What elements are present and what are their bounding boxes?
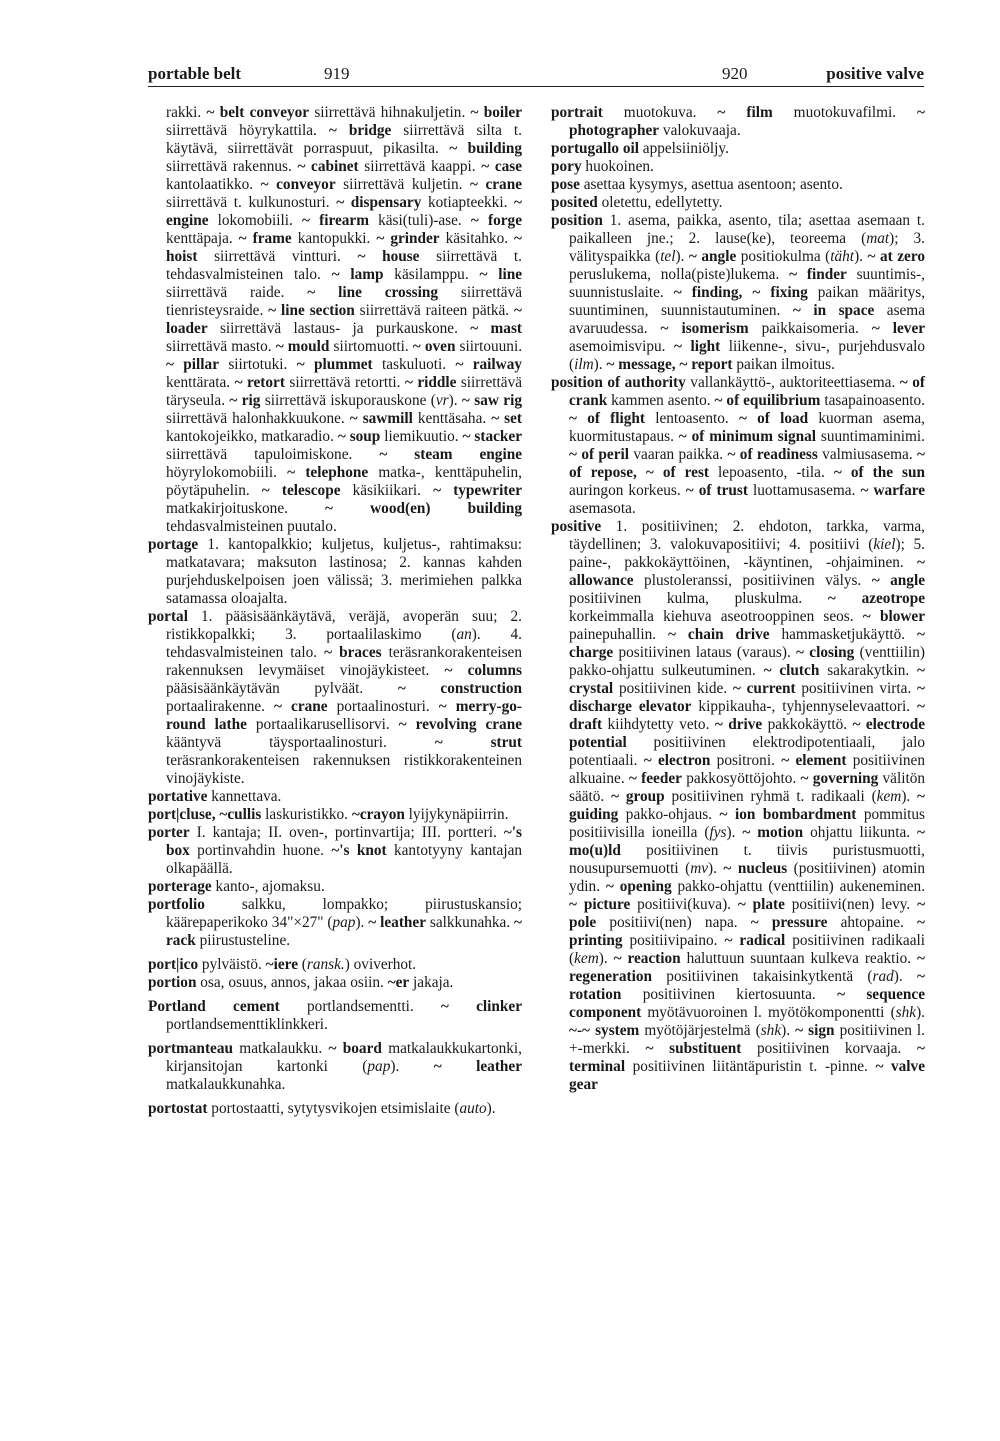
dictionary-entry: porterage kanto-, ajomaksu.: [148, 878, 325, 895]
dictionary-entry: portmanteau matkalaukku. ~ board matkalaukkukartonki, kirjansitojan kartonki (pap). ~ leather matkalaukkunahka.: [148, 1040, 523, 1093]
dictionary-entry: posited oletettu, edellytetty.: [551, 194, 723, 211]
dictionary-entry: portal 1. pääsisäänkäytävä, veräjä, avoperän suu; 2. ristikkopalkki; 3. portaalilaskimo (an). 4. tehdasvalmisteinen talo. ~ braces teräsrankorakenteisen rakennuksen levymäiset vinojäykisteet. ~ columns pääsisäänkäytävän pylväät. ~ construction portaalirakenne. ~ crane portaalinosturi. ~ merry-go-round lathe portaalikarusellisorvi. ~ revolving crane kääntyvä täysportaalinosturi. ~ strut teräsrankorakenteisen rakennuksen ristikkorakenteinen vinojäykiste.: [148, 608, 523, 787]
dictionary-entry: port|ico pylväistö. ~iere (ransk.) oviverhot.: [148, 956, 417, 973]
right-guide-word: positive valve: [826, 64, 924, 83]
dictionary-entry: portage 1. kantopalkkio; kuljetus, kuljetus-, rahtimaksu: matkatavara; maksuton lastinosa; 2. kannas kahden purjehduskelpoisen joen välissä; 3. merimiehen palkka satamassa oloajalta.: [148, 536, 522, 607]
dictionary-entry: portrait muotokuva. ~ film muotokuvafilmi. ~ photographer valokuvaaja.: [551, 104, 925, 139]
dictionary-entry: portative kannettava.: [148, 788, 282, 805]
dictionary-entry: position 1. asema, paikka, asento, tila; asettaa asemaan t. paikalleen jne.; 2. lause(ke), teoreema (mat); 3. välityspaikka (tel). ~ angle positiokulma (täht). ~ at zero peruslukema, nolla(piste)lukema. ~ finder suuntimis-, suunnistuslaite. ~ finding, ~ fixing paikan määritys, suuntiminen, suunnistautuminen. ~ in space asema avaruudessa. ~ isomerism paikkaisomeria. ~ lever asemoimisvipu. ~ light liikenne-, sivu-, purjehdusvalo (ilm). ~ message, ~ report paikan ilmoitus.: [551, 212, 926, 373]
dictionary-entry: pose asettaa kysymys, asettua asentoon; asento.: [551, 176, 843, 193]
left-page-number: 919: [324, 64, 350, 83]
dictionary-entry: port|cluse, ~cullis laskuristikko. ~crayon lyijykynäpiirrin.: [148, 806, 509, 823]
dictionary-entry: rakki. ~ belt conveyor siirrettävä hihnakuljetin. ~ boiler siirrettävä höyrykattila. ~ bridge siirrettävä silta t. käytävä, siirrettävät porraspuut, pikasilta. ~ building siirrettävä rakennus. ~ cabinet siirrettävä kaappi. ~ case kantolaatikko. ~ conveyor siirrettävä kuljetin. ~ crane siirrettävä t. kulkunosturi. ~ dispensary kotiapteekki. ~ engine lokomobiili. ~ firearm käsi(tuli)-ase. ~ forge kenttäpaja. ~ frame kantopukki. ~ grinder käsitahko. ~ hoist siirrettävä vintturi. ~ house siirrettävä t. tehdasvalmisteinen talo. ~ lamp käsilamppu. ~ line siirrettävä raide. ~ line crossing siirrettävä tienristeysraide. ~ line section siirrettävä raiteen pätkä. ~ loader siirrettävä lastaus- ja purkauskone. ~ mast siirrettävä masto. ~ mould siirtomuotti. ~ oven siirtouuni. ~ pillar siirtotuki. ~ plummet taskuluoti. ~ railway kenttärata. ~ retort siirrettävä retortti. ~ riddle siirrettävä täryseula. ~ rig siirrettävä iskuporauskone (vr). ~ saw rig siirrettävä halonhakkuukone. ~ sawmill kenttäsaha. ~ set kantokojeikko, matkaradio. ~ soup liemikuutio. ~ stacker siirrettävä tapuloimiskone. ~ steam engine höyrylokomobiili. ~ telephone matka-, kenttäpuhelin, pöytäpuhelin. ~ telescope käsikiikari. ~ typewriter matkakirjoituskone. ~ wood(en) building tehdasvalmisteinen puutalo.: [166, 104, 523, 535]
dictionary-entry: porter I. kantaja; II. oven-, portinvartija; III. portteri. ~'s box portinvahdin huone. ~'s knot kantotyyny kantajan olkapäällä.: [148, 824, 523, 877]
left-column: [148, 104, 522, 1118]
dictionary-entry: portfolio salkku, lompakko; piirustuskansio; käärepaperikoko 34"×27" (pap). ~ leather salkkunahka. ~ rack piirustusteline.: [148, 896, 523, 949]
page-header: [148, 60, 924, 88]
dictionary-entry: portostat portostaatti, sytytysvikojen etsimislaite (auto).: [148, 1100, 496, 1117]
right-page-number: 920: [722, 64, 748, 83]
dictionary-entry: portugallo oil appelsiiniöljy.: [551, 140, 729, 157]
dictionary-entry: portion osa, osuus, annos, jakaa osiin. ~er jakaja.: [148, 974, 454, 991]
dictionary-entry: positive 1. positiivinen; 2. ehdoton, tarkka, varma, täydellinen; 3. valokuvapositiivi; 4. positiivi (kiel); 5. paine-, pakkokäyttöinen, -käyntinen, -ohjaiminen. ~ allowance plustoleranssi, positiivinen välys. ~ angle positiivinen kulma, pluskulma. ~ azeotrope korkeimmalla kiehuva aseotrooppinen seos. ~ blower painepuhallin. ~ chain drive hammasketjukäyttö. ~ charge positiivinen lataus (varaus). ~ closing (venttiilin) pakko-ohjattu sulkeutuminen. ~ clutch sakarakytkin. ~ crystal positiivinen kide. ~ current positiivinen virta. ~ discharge elevator kippikauha-, tyhjennyselevaattori. ~ draft kiihdytetty veto. ~ drive pakkokäyttö. ~ electrode potential positiivinen elektrodipotentiaali, jalo potentiaali. ~ electron positroni. ~ element positiivinen alkuaine. ~ feeder pakkosyöttöjohto. ~ governing välitön säätö. ~ group positiivinen ryhmä t. radikaali (kem). ~ guiding pakko-ohjaus. ~ ion bombardment pommitus positiivisilla ioneilla (fys). ~ motion ohjattu liikunta. ~ mo(u)ld positiivinen t. tiivis puristusmuotti, nousupursemuotti (mv). ~ nucleus (positiivinen) atomin ydin. ~ opening pakko-ohjattu (venttiilin) aukeneminen. ~ picture positiivi(kuva). ~ plate positiivi(nen) levy. ~ pole positiivi(nen) napa. ~ pressure ahtopaine. ~ printing positiivipaino. ~ radical positiivinen radikaali (kem). ~ reaction haluttuun suuntaan kulkeva reaktio. ~ regeneration positiivinen takaisinkytkentä (rad). ~ rotation positiivinen kiertosuunta. ~ sequence component myötävuoroinen l. myötökomponentti (shk). ~-~ system myötöjärjestelmä (shk). ~ sign positiivinen l. +-merkki. ~ substituent positiivinen korvaaja. ~ terminal positiivinen liitäntäpuristin t. -pinne. ~ valve gear: [551, 518, 926, 1093]
dictionary-entry: pory huokoinen.: [551, 158, 654, 175]
dictionary-entry: Portland cement portlandsementti. ~ clinker portlandsementtiklinkkeri.: [148, 998, 523, 1033]
right-column: [551, 104, 925, 1094]
dictionary-entry: position of authority vallankäyttö-, auktoriteettiasema. ~ of crank kammen asento. ~ of equilibrium tasapainoasento. ~ of flight lentoasento. ~ of load kuorman asema, kuormitustapaus. ~ of minimum signal suuntimaminimi. ~ of peril vaaran paikka. ~ of readiness valmiusasema. ~ of repose, ~ of rest lepoasento, -tila. ~ of the sun auringon korkeus. ~ of trust luottamusasema. ~ warfare asemasota.: [551, 374, 926, 517]
header-rule: [148, 86, 924, 87]
left-guide-word: portable belt: [148, 64, 242, 83]
